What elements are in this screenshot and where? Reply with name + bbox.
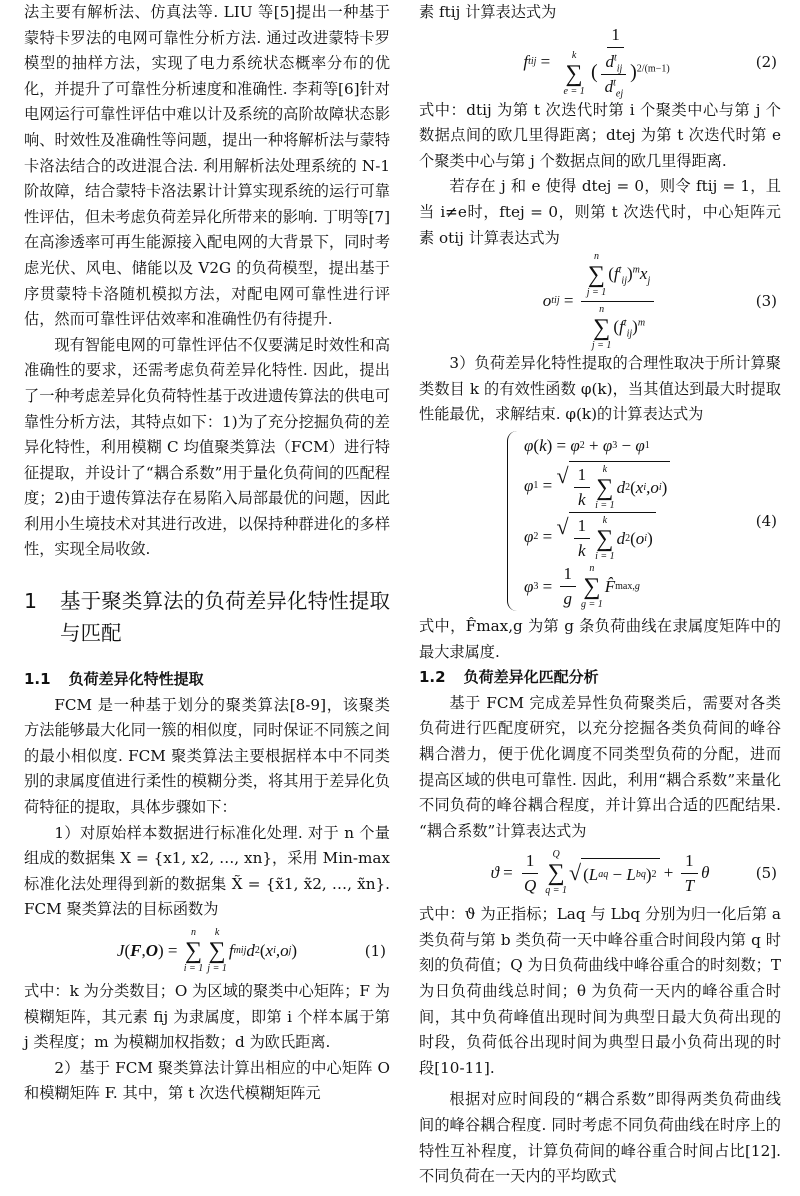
equation-number: (1) [364, 942, 386, 960]
subsection-number: 1.2 [419, 668, 446, 687]
paragraph-step-2: 2）基于 FCM 聚类算法计算出相应的中心矩阵 O 和模糊矩阵 F. 其中，第 t 次迭代模糊矩阵元 [24, 1058, 390, 1103]
paragraph-eq3-lead: 若存在 j 和 e 使得 dtej = 0，则令 ftij = 1，且当 i≠e时，ftej = 0，则第 t 次迭代时，中心矩阵元素 otij 计算表达式为 [419, 177, 781, 247]
subsection-1-2-heading [419, 665, 781, 691]
subsection-title: 负荷差异化特性提取 [68, 670, 204, 689]
section-title: 基于聚类算法的负荷差异化特性提取与匹配 [60, 589, 390, 646]
paragraph-eq5-explanation: 式中：ϑ 为正指标；Laq 与 Lbq 分别为归一化后第 a 类负荷与第 b 类负荷一天中峰谷重合时间段内第 q 时刻的负荷值；Q 为日负荷曲线中峰谷重合的时刻数；T 为日负荷曲线总时间；θ 为负荷一天内的峰谷重合时间，其中负荷峰值出现时间为典型日最大负荷出现的时段，负荷低谷出现时间为典型日最小负荷出现的时段[10-11]. [419, 905, 781, 1077]
equation-number: (2) [755, 52, 777, 71]
right-column [419, 0, 781, 1190]
paragraph-eq2-explanation: 式中：dtij 为第 t 次迭代时第 i 个聚类中心与第 j 个数据点间的欧几里得距离；dtej 为第 t 次迭代时第 e 个聚类中心与第 j 个数据点间的欧几里得距离. [419, 100, 781, 170]
paragraph-step-1: 1）对原始样本数据进行标准化处理. 对于 n 个量组成的数据集 X = {x1, x2, …, xn}，采用 Min-max 标准化法处理得到新的数据集 X̃ = {x̃1, x̃2, …, x̃n}. FCM 聚类算法的目标函数为 [24, 823, 390, 919]
equation-1: J ( F , O ) = n ∑ i = 1 k ∑ j = 1 f m ij d 2 ( x i , o j ) (1) [116, 927, 386, 974]
equation-number: (3) [755, 292, 777, 311]
paragraph-step-3: 3）负荷差异化特性提取的合理性取决于所计算聚类数目 k 的有效性函数 φ(k)，当其值达到最大时提取性能最优，求解结束. φ(k)的计算表达式为 [419, 354, 781, 424]
paragraph-matching-intro: 基于 FCM 完成差异性负荷聚类后，需要对各类负荷进行匹配度研究，以充分挖掘各类负荷间的峰谷耦合潜力，便于优化调度不同类型负荷的分配，进而提高区域的供电可靠性. 因此，利用“耦合系数”来量化不同负荷的峰谷耦合程度，并计算出合适的匹配结果. “耦合系数”计算表达式为 [419, 693, 781, 840]
paragraph-eq4-explanation: 式中，F̂max,g 为第 g 条负荷曲线在隶属度矩阵中的最大隶属度. [419, 616, 781, 661]
paragraph-reliability-methods: 法主要有解析法、仿真法等. LIU 等[5]提出一种基于蒙特卡罗法的电网可靠性分析方法. 通过改进蒙特卡罗模型的抽样方法，实现了电力系统状态概率分布的优化，并提升了可靠性分析速度和准确性. 李莉等[6]针对电网运行可靠性评估中难以计及系统的高阶故障状态影响、时效性及准确性等问题，提出一种将解析法与蒙特卡洛法结合的改进混合法. 利用解析法处理系统的 N-1 阶故障，结合蒙特卡洛法累计计算实现系统的运行可靠性评估，但未考虑负荷差异化所带来的影响. 丁明等[7]在高渗透率可再生能源接入配电网的大背景下，同时考虑光伏、风电、储能以及 V2G 的负荷模型，提出基于序贯蒙特卡洛随机模拟方法，对配电网可靠性进行评估，然而可靠性评估效率和准确性仍有待提升. [24, 3, 390, 329]
equation-5: ϑ = $\frac{1}{Q}$ Q ∑ q = 1 √ ( L aq − L bq ) 2 + $\frac{1}{T}$ θ (5) [490, 849, 777, 897]
paragraph-proposed-method: 现有智能电网的可靠性评估不仅要满足时效性和高准确性的要求，还需考虑负荷差异化特性. 因此，提出了一种考虑差异化负荷特性基于改进遗传算法的供电可靠性分析方法，其特点如下：1)为了充分挖掘负荷的差异化特性，利用模糊 C 均值聚类算法（FCM）进行特征提取，并设计了“耦合系数”用于量化负荷间的匹配程度；2)由于遗传算法存在易陷入局部最优的问题，因此利用小生境技术对其进行改进，以保持种群进化的多样性，实现全局收敛. [24, 335, 390, 559]
paragraph-fcm-intro: FCM 是一种基于划分的聚类算法[8-9]，该聚类方法能够最大化同一簇的相似度，同时保证不同簇之间的最小相似度. FCM 聚类算法主要根据样本中不同类别的隶属度值进行柔性的模糊分类，将其用于差异化负荷特征的提取，具体步骤如下： [24, 695, 390, 817]
equation-number: (4) [755, 511, 777, 530]
equation-4: φ ( k ) = φ 2 + φ 3 − φ 1 φ 1 = √ $\frac{1}{k}$ k ∑ i = 1 d 2 ( x i , o i ) φ 2 = √ $\frac{1}{k}$ k ∑ i = 1 d 2 ( o i ) φ 3 = $\frac{1}{g}$ n ∑ g = 1 F̂ max,g (4) [419, 428, 781, 614]
equation-2: f t ij = 1 k ∑ e = 1 ( $\frac{d^t_{ij}}{d^t_{ej}}$ )$^{2/(m-1)}$ (2) [523, 25, 777, 99]
section-1-heading [24, 585, 390, 649]
subsection-number: 1.1 [24, 670, 51, 689]
equation-3: o t ij = n ∑ j = 1 $(f^t_{ij})^mx_j$ n ∑ j = 1 $(f^t_{ij})^m$ (3) [542, 250, 777, 351]
paragraph-coupling-analysis: 根据对应时间段的“耦合系数”即得两类负荷曲线间的峰谷耦合程度. 同时考虑不同负荷曲线在时序上的特性互补程度，计算负荷间的峰谷重合时间占比[12]. 不同负荷在一天内的平均欧式 [419, 1090, 781, 1186]
section-number: 1 [24, 589, 38, 614]
paragraph-eq2-lead: 素 ftij 计算表达式为 [419, 3, 557, 21]
subsection-title: 负荷差异化匹配分析 [463, 668, 599, 687]
left-column [24, 0, 390, 1107]
equation-number: (5) [755, 864, 777, 883]
subsection-1-1-heading [24, 667, 390, 693]
paragraph-eq1-explanation: 式中：k 为分类数目；O 为区域的聚类中心矩阵；F 为模糊矩阵，其元素 fij 为隶属度，即第 i 个样本属于第 j 类程度；m 为模糊加权指数；d 为欧氏距离. [24, 982, 390, 1052]
